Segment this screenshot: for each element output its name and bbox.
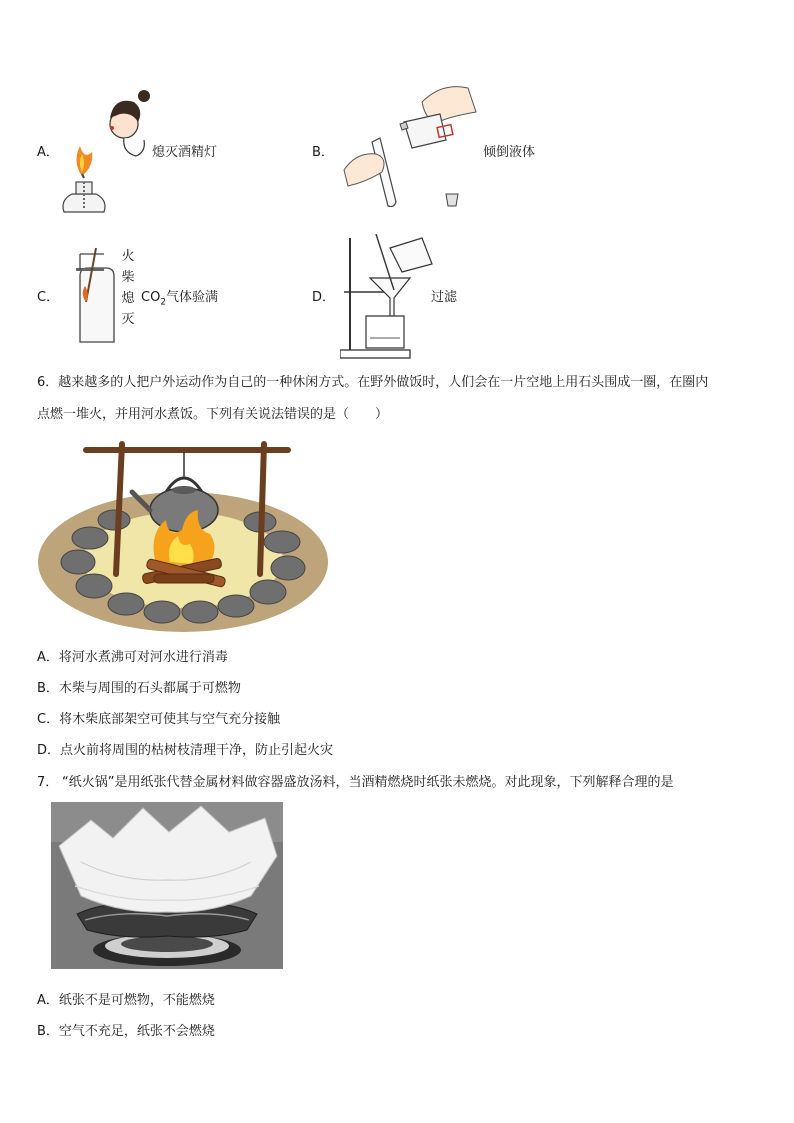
match-label: [120, 246, 136, 330]
option-d-text: 过滤: [431, 290, 458, 305]
q7-option-a: A．纸张不是可燃物，不能燃烧: [37, 993, 215, 1008]
campfire-kettle-illustration: [38, 434, 329, 633]
option-a-letter: A．: [37, 145, 59, 160]
option-d-letter: D．: [312, 290, 336, 305]
q7-stem: “纸火锅”是用纸张代替金属材料做容器盛放汤料，当酒精燃烧时纸张未燃烧。对此现象，下列解释合理的是: [62, 775, 674, 790]
q6-option-d: D．点火前将周围的枯树枝清理干净，防止引起火灾: [37, 743, 334, 758]
option-c-suffix: 气体验满: [166, 290, 219, 305]
co2-subscript: 2: [160, 297, 167, 308]
match-char-4: 灭: [121, 312, 135, 327]
q6-stem-line2: 点燃一堆火，并用河水煮饭。下列有关说法错误的是（ ）: [37, 407, 389, 422]
filtration-apparatus-icon: [340, 234, 435, 360]
pouring-liquid-icon: [342, 82, 482, 212]
option-b-letter: B．: [312, 145, 334, 160]
option-b-text: 倾倒液体: [483, 145, 536, 160]
q6-option-b: B．木柴与周围的石头都属于可燃物: [37, 681, 241, 696]
gas-bottle-test-icon: [70, 246, 120, 346]
match-char-2: 柴: [121, 270, 135, 285]
q7-number: 7．: [37, 775, 59, 790]
q6-option-c: C．将木柴底部架空可使其与空气充分接触: [37, 712, 281, 727]
co2-formula: CO: [141, 290, 161, 305]
q6-stem-line1: 6．越来越多的人把户外运动作为自己的一种休闲方式。在野外做饭时，人们会在一片空地上用石头围成一圈，在圈内: [37, 375, 709, 390]
alcohol-lamp-blowing-icon: [58, 82, 158, 217]
option-c-letter: C．: [37, 290, 60, 305]
q7-option-b: B．空气不充足，纸张不会燃烧: [37, 1024, 215, 1039]
match-char-1: 火: [121, 249, 135, 264]
option-c-text: [141, 286, 218, 308]
q6-option-a: A．将河水煮沸可对河水进行消毒: [37, 650, 228, 665]
match-char-3: 熄: [121, 291, 135, 306]
paper-hotpot-photo: [51, 802, 283, 969]
option-a-text: 熄灭酒精灯: [152, 145, 218, 160]
